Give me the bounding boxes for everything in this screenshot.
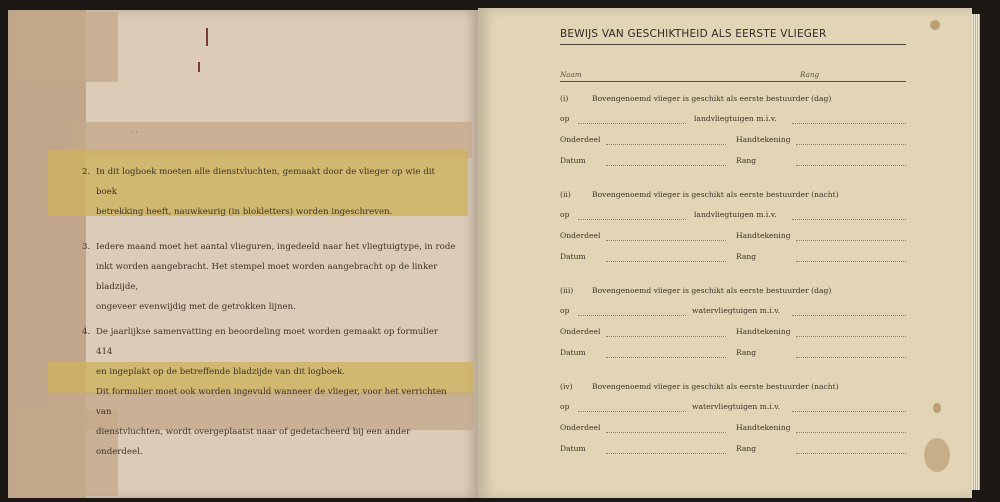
dotted-line — [606, 453, 726, 454]
item-text — [96, 322, 456, 462]
op-label: op — [560, 114, 570, 123]
datum-row — [560, 252, 906, 266]
dotted-line — [578, 219, 686, 220]
onderdeel-row — [560, 327, 906, 341]
handtekening-label: Handtekening — [736, 135, 791, 144]
dotted-line — [578, 123, 686, 124]
dotted-line — [606, 336, 726, 337]
text-line: In dit logboek moeten alle dienstvluchten, gemaakt door de vlieger op wie dit boek — [96, 167, 435, 197]
item-number: 2. — [82, 167, 91, 177]
right-page — [478, 8, 972, 498]
dotted-line — [792, 123, 906, 124]
onderdeel-row — [560, 135, 906, 149]
dotted-line — [606, 165, 726, 166]
stain — [930, 20, 940, 30]
item-text — [96, 237, 456, 317]
statement-text: Bovengenoemd vlieger is geschikt als eerste bestuurder (dag) — [592, 94, 832, 103]
datum-row — [560, 156, 906, 170]
dotted-line — [796, 165, 906, 166]
datum-row — [560, 444, 906, 458]
name-rank-row — [560, 70, 906, 86]
dotted-line — [606, 240, 726, 241]
statement-row — [560, 94, 906, 108]
datum-label: Datum — [560, 348, 586, 357]
onderdeel-label: Onderdeel — [560, 231, 601, 240]
pen-mark — [206, 28, 208, 46]
text-line: ongeveer evenwijdig met de getrokken lijnen. — [96, 302, 296, 312]
statement-text: Bovengenoemd vlieger is geschikt als eerste bestuurder (nacht) — [592, 190, 839, 199]
rang-field-label: Rang — [736, 348, 757, 357]
dotted-line — [606, 261, 726, 262]
op-label: op — [560, 210, 570, 219]
aircraft-text: watervliegtuigen m.i.v. — [692, 306, 780, 315]
rang-field-label: Rang — [736, 252, 757, 261]
dotted-line — [796, 144, 906, 145]
aircraft-row — [560, 306, 906, 320]
aircraft-row — [560, 114, 906, 128]
name-rule — [560, 81, 906, 82]
op-label: op — [560, 306, 570, 315]
op-label: op — [560, 402, 570, 411]
rang-field-label: Rang — [736, 444, 757, 453]
rang-field-label: Rang — [736, 156, 757, 165]
pen-mark — [198, 62, 200, 72]
section-numeral: (iv) — [560, 382, 573, 391]
dotted-line — [578, 411, 686, 412]
statement-row — [560, 190, 906, 204]
handtekening-label: Handtekening — [736, 423, 791, 432]
text-line: De jaarlijkse samenvatting en beoordeling moet worden gemaakt op formulier 414 — [96, 327, 438, 357]
onderdeel-label: Onderdeel — [560, 135, 601, 144]
statement-text: Bovengenoemd vlieger is geschikt als eerste bestuurder (nacht) — [592, 382, 839, 391]
aircraft-text: landvliegtuigen m.i.v. — [694, 114, 777, 123]
dotted-line — [796, 432, 906, 433]
stain — [933, 403, 941, 413]
statement-row — [560, 382, 906, 396]
rang-label: Rang — [800, 70, 820, 79]
aircraft-text: watervliegtuigen m.i.v. — [692, 402, 780, 411]
handtekening-label: Handtekening — [736, 327, 791, 336]
onderdeel-label: Onderdeel — [560, 327, 601, 336]
dotted-line — [606, 432, 726, 433]
dotted-line — [578, 315, 686, 316]
handtekening-label: Handtekening — [736, 231, 791, 240]
text-line: Dit formulier moet ook worden ingevuld wanneer de vlieger, voor het verrichten van — [96, 387, 447, 417]
onderdeel-row — [560, 423, 906, 437]
faint-mark: ⋅ ⋅ — [130, 128, 139, 137]
dotted-line — [796, 240, 906, 241]
section-numeral: (iii) — [560, 286, 574, 295]
dotted-line — [792, 219, 906, 220]
text-line: Iedere maand moet het aantal vlieguren, ingedeeld naar het vliegtuigtype, in rode — [96, 242, 456, 252]
datum-row — [560, 348, 906, 362]
statement-text: Bovengenoemd vlieger is geschikt als eerste bestuurder (dag) — [592, 286, 832, 295]
section-numeral: (ii) — [560, 190, 571, 199]
left-page — [8, 10, 478, 498]
form-title: BEWIJS VAN GESCHIKTHEID ALS EERSTE VLIEGER — [560, 28, 827, 40]
dotted-line — [796, 453, 906, 454]
item-text — [96, 162, 456, 222]
datum-label: Datum — [560, 444, 586, 453]
aircraft-text: landvliegtuigen m.i.v. — [694, 210, 777, 219]
title-rule — [560, 44, 906, 45]
dotted-line — [796, 336, 906, 337]
aircraft-row — [560, 402, 906, 416]
item-number: 3. — [82, 242, 91, 252]
dotted-line — [606, 144, 726, 145]
aircraft-row — [560, 210, 906, 224]
onderdeel-row — [560, 231, 906, 245]
text-line: betrekking heeft, nauwkeurig (in blokletters) worden ingeschreven. — [96, 207, 393, 217]
stain — [924, 438, 950, 472]
section-numeral: (i) — [560, 94, 569, 103]
dotted-line — [792, 411, 906, 412]
dotted-line — [796, 357, 906, 358]
tape-top-left — [18, 12, 118, 82]
text-line: dienstvluchten, wordt overgeplaatst naar of gedetacheerd bij een ander onderdeel. — [96, 427, 411, 457]
naam-label: Naam — [560, 70, 582, 79]
onderdeel-label: Onderdeel — [560, 423, 601, 432]
datum-label: Datum — [560, 252, 586, 261]
page-edges — [972, 14, 980, 490]
statement-row — [560, 286, 906, 300]
dotted-line — [606, 357, 726, 358]
dotted-line — [796, 261, 906, 262]
text-line: en ingeplakt op de betreffende bladzijde van dit logboek. — [96, 367, 345, 377]
dotted-line — [792, 315, 906, 316]
text-line: inkt worden aangebracht. Het stempel moet worden aangebracht op de linker bladzijde, — [96, 262, 438, 292]
item-number: 4. — [82, 327, 91, 337]
datum-label: Datum — [560, 156, 586, 165]
